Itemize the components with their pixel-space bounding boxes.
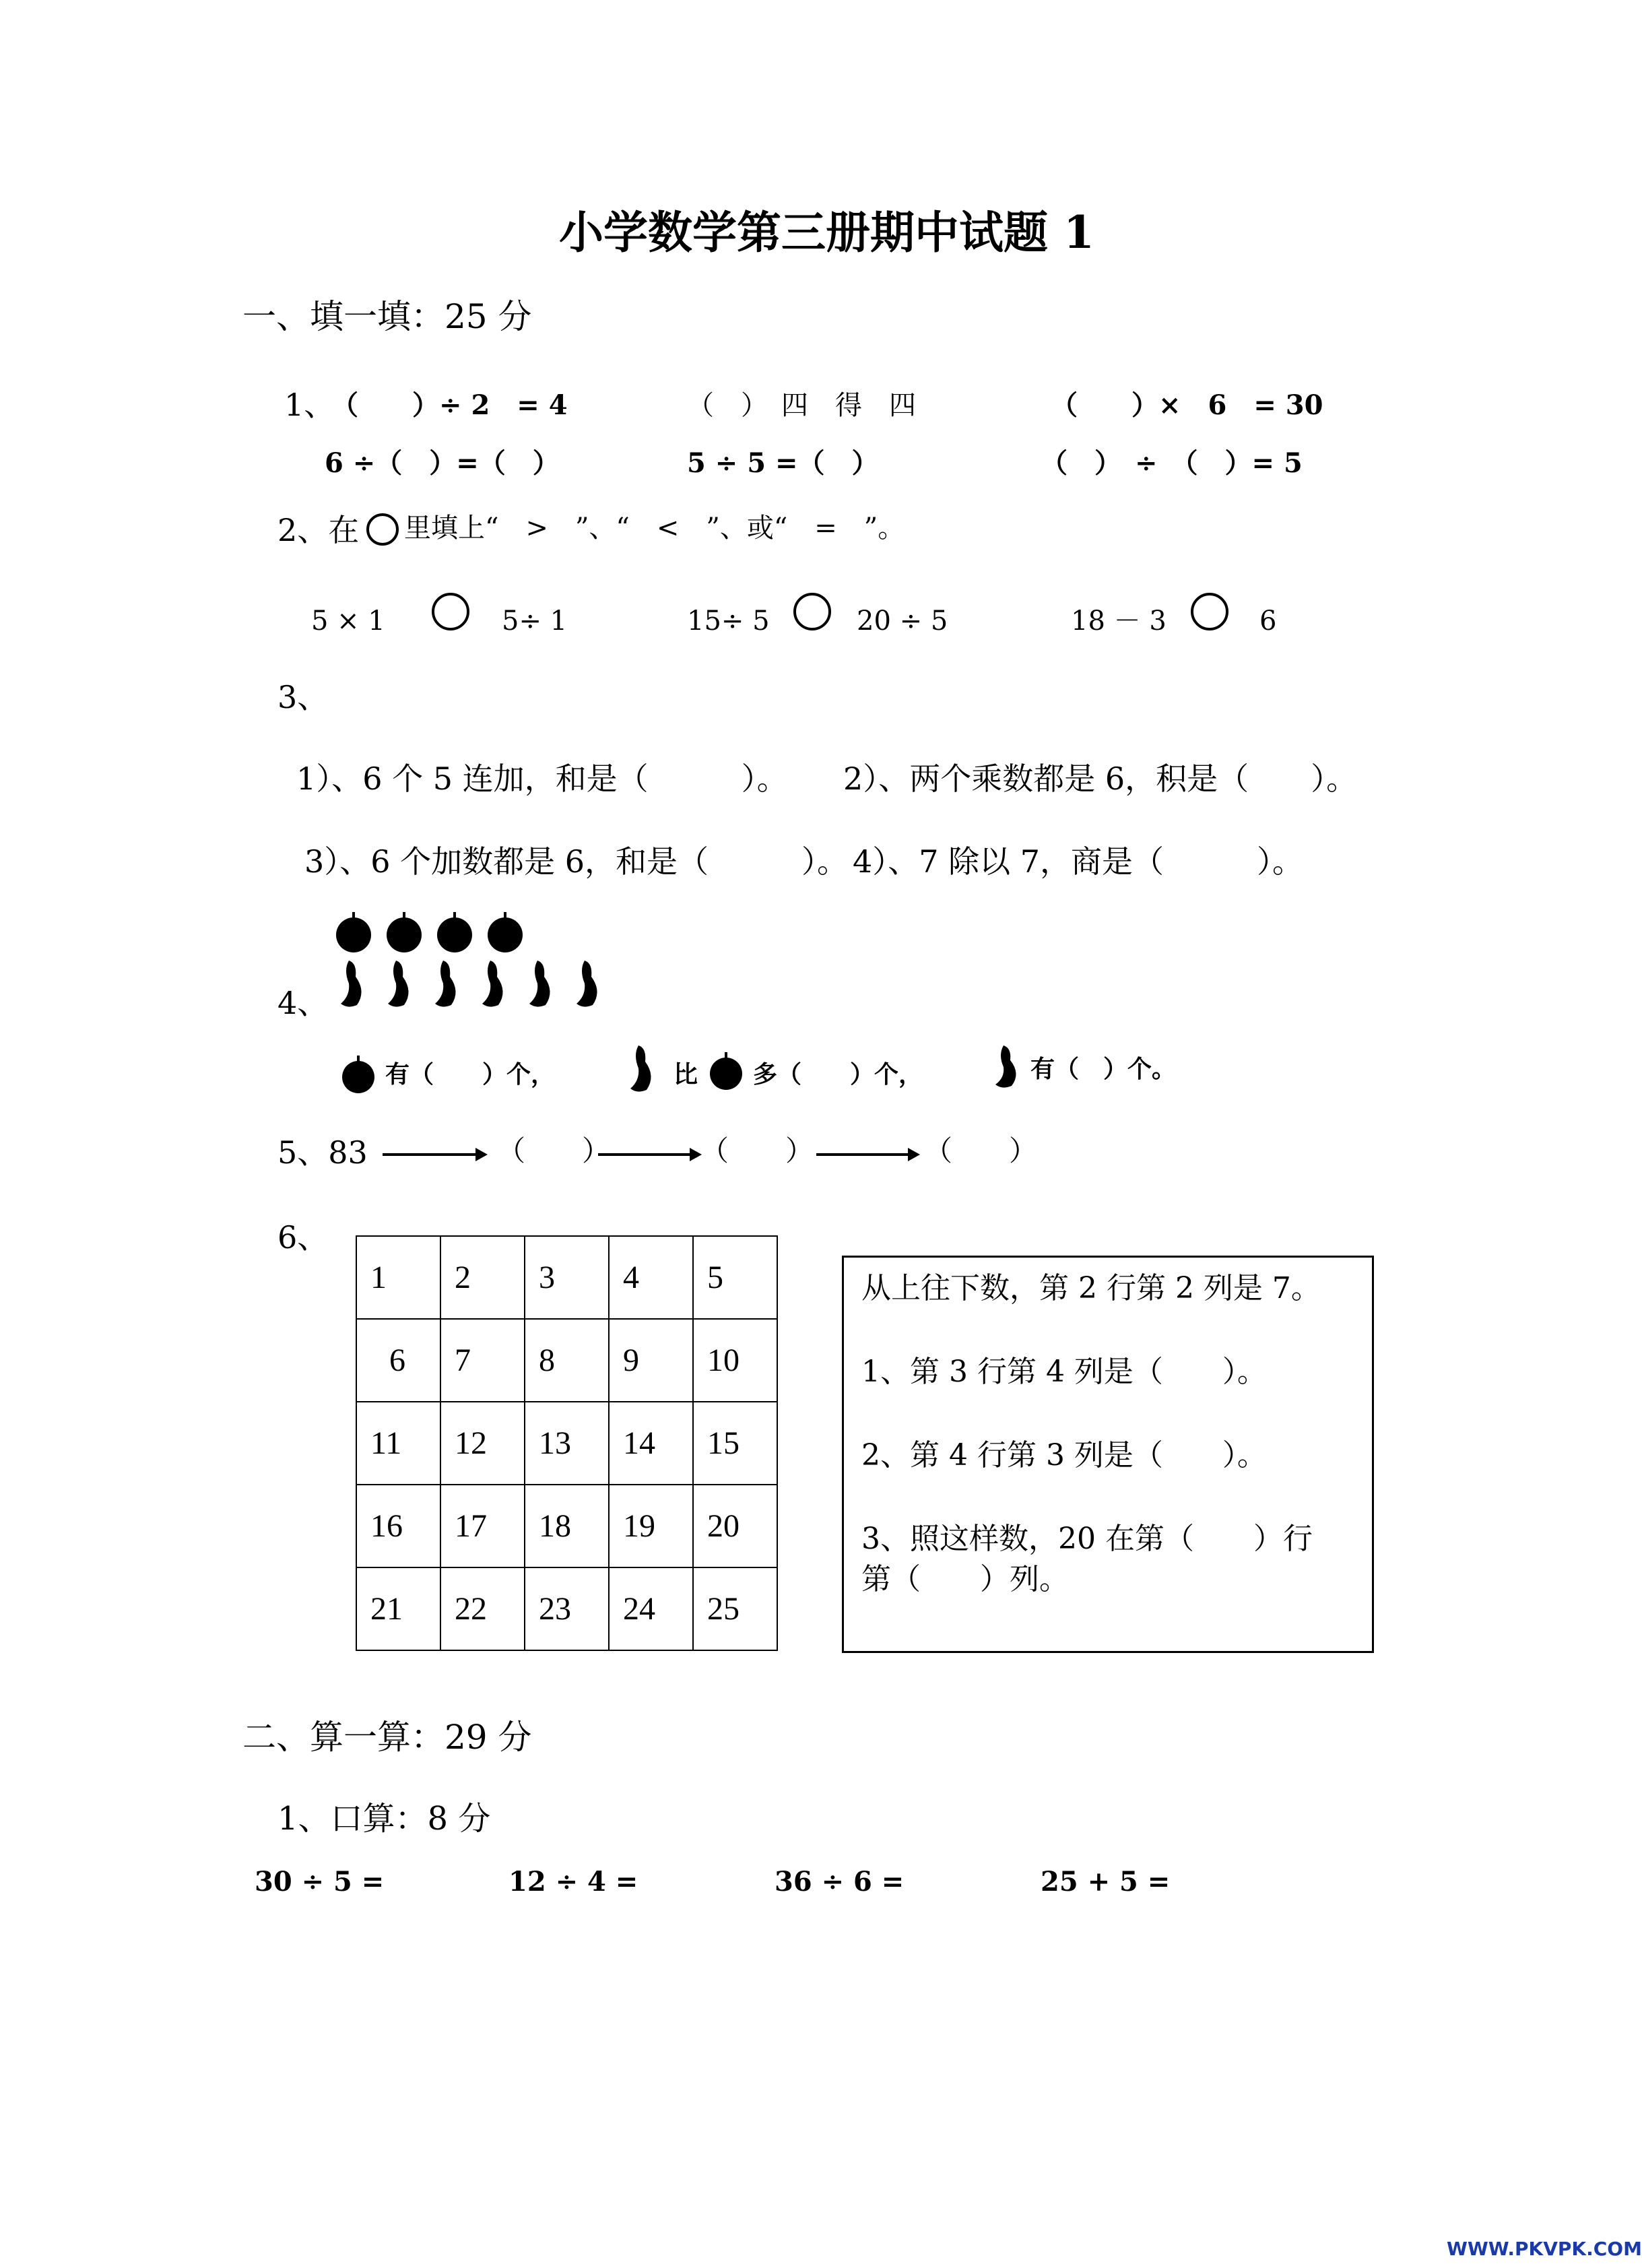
q5-blank-3: （ ） — [924, 1134, 1038, 1167]
q1-item-2: （ ） 四 得 四 — [687, 390, 916, 421]
q4-number: 4、 — [277, 985, 329, 1021]
question-box — [842, 1256, 1374, 1653]
pears-row — [337, 957, 633, 1010]
q1-item-3: （ ）× 6 = 30 — [1051, 389, 1323, 421]
apple-icon — [488, 912, 523, 952]
grid-cell: 9 — [609, 1319, 693, 1402]
grid-cell: 14 — [609, 1402, 693, 1485]
box-question-2: 2、第 4 行第 3 列是（ ）。 — [861, 1438, 1267, 1472]
footer-site-link[interactable]: WWW.PKVPK.COM — [1447, 2238, 1642, 2260]
grid-row — [356, 1402, 777, 1485]
calc-item-1: 30 ÷ 5 = — [255, 1866, 385, 1898]
grid-cell: 7 — [440, 1319, 525, 1402]
grid-cell: 12 — [440, 1402, 525, 1485]
pear-icon — [388, 961, 409, 1007]
grid-cell: 13 — [525, 1402, 609, 1485]
pear-icon — [529, 961, 550, 1007]
q2-expr-2-left: 15÷ 5 — [687, 606, 770, 637]
grid-cell: 20 — [693, 1485, 777, 1567]
apple-icon — [387, 912, 422, 952]
q2-expr-1-left: 5 × 1 — [311, 606, 385, 637]
calc-item-4: 25 + 5 = — [1041, 1866, 1171, 1898]
apple-icon — [336, 912, 371, 952]
grid-cell: 5 — [693, 1236, 777, 1319]
q2-expr-2-right: 20 ÷ 5 — [857, 606, 948, 637]
q3-item-3: 3）、6 个加数都是 6，和是（ ）。 — [304, 843, 849, 880]
pear-icon — [482, 961, 503, 1007]
calc-item-3: 36 ÷ 6 = — [775, 1866, 905, 1898]
box-question-3-cont: 第（ ）列。 — [861, 1562, 1069, 1596]
grid-cell: 18 — [525, 1485, 609, 1567]
grid-cell: 22 — [440, 1567, 525, 1650]
q5-start: 5、83 — [277, 1134, 368, 1171]
grid-cell: 25 — [693, 1567, 777, 1650]
grid-cell: 10 — [693, 1319, 777, 1402]
q2-suffix: 里填上“ > ”、“ < ”、或“ = ”。 — [404, 513, 905, 544]
grid-cell: 17 — [440, 1485, 525, 1567]
q2-expr-3-left: 18 － 3 — [1071, 606, 1167, 637]
grid-cell: 16 — [356, 1485, 440, 1567]
answer-circle-1[interactable] — [432, 593, 469, 630]
grid-cell: 3 — [525, 1236, 609, 1319]
pear-icon — [577, 961, 597, 1007]
pear-icon — [990, 1043, 1020, 1090]
grid-row — [356, 1567, 777, 1650]
q2-expr-3-right: 6 — [1259, 606, 1277, 637]
grid-cell: 15 — [693, 1402, 777, 1485]
q1-number: 1、 — [284, 387, 335, 423]
apple-icon — [707, 1051, 745, 1091]
q4-text-3: 多（ ）个， — [753, 1061, 923, 1089]
section2-heading: 二、算一算：29 分 — [242, 1718, 532, 1757]
grid-cell: 6 — [356, 1319, 440, 1402]
q3-item-1: 1）、6 个 5 连加，和是（ ）。 — [296, 760, 788, 797]
q1-item-1: （ ）÷ 2 = 4 — [331, 389, 568, 421]
q3-number: 3、 — [277, 679, 329, 715]
q1-item-4: 6 ÷（ ）=（ ） — [325, 447, 560, 479]
q3-item-2: 2）、两个乘数都是 6，积是（ ）。 — [843, 760, 1358, 797]
box-intro: 从上往下数，第 2 行第 2 列是 7。 — [861, 1271, 1321, 1305]
grid-cell: 23 — [525, 1567, 609, 1650]
apple-icon — [437, 912, 472, 952]
grid-cell: 19 — [609, 1485, 693, 1567]
page-title: 小学数学第三册期中试题 1 — [559, 206, 1094, 259]
arrow-icon — [816, 1153, 911, 1156]
q1-item-5: 5 ÷ 5 =（ ） — [687, 447, 879, 479]
grid-cell: 1 — [356, 1236, 440, 1319]
q5-blank-2: （ ） — [700, 1134, 814, 1167]
q4-text-1: 有（ ）个， — [385, 1061, 556, 1089]
pear-icon — [626, 1043, 653, 1095]
grid-row — [356, 1319, 777, 1402]
compare-circle-icon — [366, 513, 399, 546]
grid-cell: 2 — [440, 1236, 525, 1319]
arrow-icon — [383, 1153, 478, 1156]
q4-text-4: 有（ ）个。 — [1030, 1056, 1177, 1083]
box-question-3: 3、照这样数，20 在第（ ）行 — [861, 1522, 1313, 1556]
q2-expr-1-right: 5÷ 1 — [502, 606, 568, 637]
grid-row — [356, 1485, 777, 1567]
arrow-icon — [598, 1153, 692, 1156]
pear-icon — [341, 961, 362, 1007]
box-question-1: 1、第 3 行第 4 列是（ ）。 — [861, 1355, 1267, 1389]
grid-cell: 21 — [356, 1567, 440, 1650]
q3-item-4: 4）、7 除以 7，商是（ ）。 — [853, 843, 1304, 880]
q2-prefix: 2、在 — [277, 512, 360, 548]
grid-cell: 8 — [525, 1319, 609, 1402]
q6-number: 6、 — [277, 1219, 329, 1256]
q4-text-2: 比 — [674, 1061, 698, 1089]
calc-item-2: 12 ÷ 4 = — [508, 1866, 638, 1898]
answer-circle-2[interactable] — [793, 593, 831, 630]
apples-row — [330, 909, 532, 957]
section2-sub1: 1、口算：8 分 — [277, 1800, 491, 1838]
grid-cell: 24 — [609, 1567, 693, 1650]
pear-icon — [435, 961, 456, 1007]
grid-row — [356, 1236, 777, 1319]
apple-icon — [339, 1054, 377, 1095]
q5-blank-1: （ ） — [497, 1134, 611, 1167]
answer-circle-3[interactable] — [1191, 593, 1228, 630]
section1-heading: 一、填一填：25 分 — [242, 297, 532, 336]
q1-item-6: （ ） ÷ （ ）= 5 — [1041, 447, 1303, 479]
number-grid — [356, 1235, 778, 1651]
grid-cell: 11 — [356, 1402, 440, 1485]
grid-cell: 4 — [609, 1236, 693, 1319]
